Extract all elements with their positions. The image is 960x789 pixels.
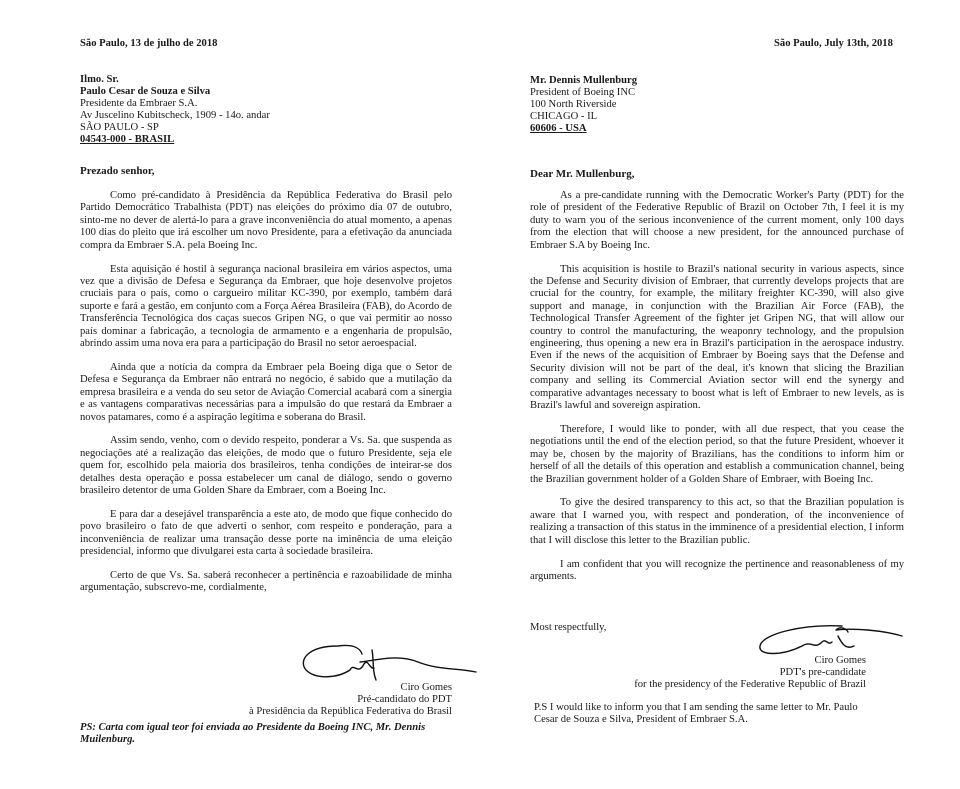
signer-title-2: for the presidency of the Federative Republic of Brazil: [634, 679, 866, 690]
paragraph: E para dar a desejável transparência a este ato, de modo que fique conhecido do povo brasileiro o fato de que adverti o senhor, com respeito e ponderação, para a inconveniência de realizar uma transação desse porte na iminência de uma eleição presidencial, informo que divulgarei esta carta à sociedade brasileira.: [80, 508, 452, 558]
letter-body: [80, 190, 452, 606]
postscript: P.S I would like to inform you that I am sending the same letter to Mr. Paulo Cesar de Souza e Silva, President of Embraer S.A.: [534, 702, 858, 726]
signer-name: Ciro Gomes: [400, 682, 452, 693]
signature-icon: [752, 620, 912, 660]
paragraph: Ainda que a notícia da compra da Embraer pela Boeing diga que o Setor de Defesa e Segurança da Embraer não entrará no negócio, é sabido que a mutilação da empresa brasileira e a venda do seu setor de Aviação Comercial acabará com a sinergia e as vantagens comparativas necessárias para a impulsão do que restará da Embraer a novos patamares, como é a aspiração legítima e soberana do Brasil.: [80, 361, 452, 423]
greeting: Dear Mr. Mullenburg,: [530, 168, 635, 180]
recipient-city: SÃO PAULO - SP: [80, 122, 159, 133]
recipient-postal: 60606 - USA: [530, 123, 587, 134]
recipient-honorific: Ilmo. Sr.: [80, 74, 119, 85]
recipient-postal: 04543-000 - BRASIL: [80, 134, 175, 145]
paragraph: Esta aquisição é hostil à segurança nacional brasileira em vários aspectos, uma vez que a divisão de Defesa e Segurança da Embraer, que hoje desenvolve projetos cruciais para o país, como o cargueiro militar KC-390, por exemplo, também dará suporte e fará a gestão, em conjunto com a Força Aérea Brasileira (FAB), do Acordo de Transferência Tecnológica dos caças suecos Gripen NG, o que vai permitir ao nosso país dominar a fabricação, a tecnologia de armamento e a engenharia de propulsão, abrindo assim uma nova era para a participação do Brasil no setor aeroespacial.: [80, 263, 452, 349]
recipient-street: Av Juscelino Kubitscheck, 1909 - 14o. andar: [80, 110, 270, 121]
recipient-street: 100 North Riverside: [530, 99, 617, 110]
letter-date: São Paulo, 13 de julho de 2018: [80, 38, 218, 49]
paragraph: Certo de que Vs. Sa. saberá reconhecer a pertinência e razoabilidade de minha argumentação, subscrevo-me, cordialmente,: [80, 570, 452, 594]
paragraph: As a pre-candidate running with the Democratic Worker's Party (PDT) for the role of president of the Federative Republic of Brazil on October 7th, I feel it is my duty to warn you of the serious inconvenience of the current moment, only 100 days from the election that will choose a new president, for the announced purchase of Embraer S.A by Boeing Inc.: [530, 190, 904, 251]
paragraph: I am confident that you will recognize the pertinence and reasonableness of my arguments.: [530, 558, 904, 582]
recipient-address: [530, 75, 637, 135]
signer-name: Ciro Gomes: [814, 655, 866, 666]
signature-icon: [298, 640, 478, 686]
closing: Most respectfully,: [530, 622, 607, 633]
signer-title: Pré-candidato do PDT: [357, 694, 452, 705]
letter-date: São Paulo, July 13th, 2018: [774, 38, 893, 49]
recipient-name: Paulo Cesar de Souza e Silva: [80, 86, 211, 97]
recipient-position: Presidente da Embraer S.A.: [80, 98, 198, 109]
recipient-city: CHICAGO - IL: [530, 111, 598, 122]
paragraph: Assim sendo, venho, com o devido respeito, ponderar a Vs. Sa. que suspenda as negociações até a realização das eleições, de modo que o futuro Presidente, seja ele quem for, escolhido pela maioria dos brasileiros, tenha condições de inteirar-se dos detalhes desta operação e possa estabelecer um canal de diálogo, sendo o governo brasileiro detentor de uma Golden Share da Embraer, com a Boeing Inc.: [80, 435, 452, 497]
recipient-address: [80, 74, 270, 146]
greeting: Prezado senhor,: [80, 165, 155, 177]
postscript: PS: Carta com igual teor foi enviada ao Presidente da Boeing INC, Mr. Dennis Muilenburg.: [80, 722, 426, 746]
letter-body: [530, 190, 904, 595]
letter-english: [490, 0, 960, 789]
signer-title-2: à Presidência da República Federativa do Brasil: [249, 706, 452, 717]
paragraph: This acquisition is hostile to Brazil's national security in various aspects, since the Defense and Security division of Embraer, that currently develops projects that are crucial for the country, for example, the military freighter KC-390, will also give support and manage, in conjunction with the Brazilian Air Force (FAB), the Technological Transfer Agreement of the fighter jet Gripen NG, that will allow our country to control the manufacturing, the weaponry technology, and the propulsion engineering, thus opening a new era in Brazil's participation in the aerospace industry. Even if the news of the acquisition of Embraer by Boeing says that the Defense and Security division will not be part of the deal, it's known that slicing the Brazilian company and selling its Commercial Aviation sector will end the synergy and comparative advantages necessary to boost what is left of Embraer to new levels, as is Brazil's lawful and sovereign aspiration.: [530, 263, 904, 411]
paragraph: Therefore, I would like to ponder, with all due respect, that you cease the negotiations until the end of the election period, so that the future President, whoever it may be, chosen by the majority of Brazilians, has the conditions to inform him or herself of all the details of this operation and establish a communication channel, being the Brazilian government holder of a Golden Share of Embraer, with Boeing Inc.: [530, 423, 904, 485]
recipient-position: President of Boeing INC: [530, 87, 636, 98]
signer-title: PDT's pre-candidate: [779, 667, 866, 678]
paragraph: Como pré-candidato à Presidência da República Federativa do Brasil pelo Partido Democrático Trabalhista (PDT) nas eleições do próximo dia 07 de outubro, sinto-me no dever de alertá-lo para a grave inconveniência do atual momento, a apenas 100 dias do pleito que irá escolher um novo Presidente, para a efetivação da anunciada compra da Embraer S.A. pela Boeing Inc.: [80, 190, 452, 251]
signature-block: [634, 655, 866, 691]
paragraph: To give the desired transparency to this act, so that the Brazilian population is aware that I warned you, with respect and ponderation, of the inconvenience of realizing a transaction of this status in the imminence of a presidential election, I inform that I will disclose this letter to the Brazilian public.: [530, 497, 904, 546]
recipient-name: Mr. Dennis Mullenburg: [530, 75, 638, 86]
signature-block: [249, 682, 452, 718]
